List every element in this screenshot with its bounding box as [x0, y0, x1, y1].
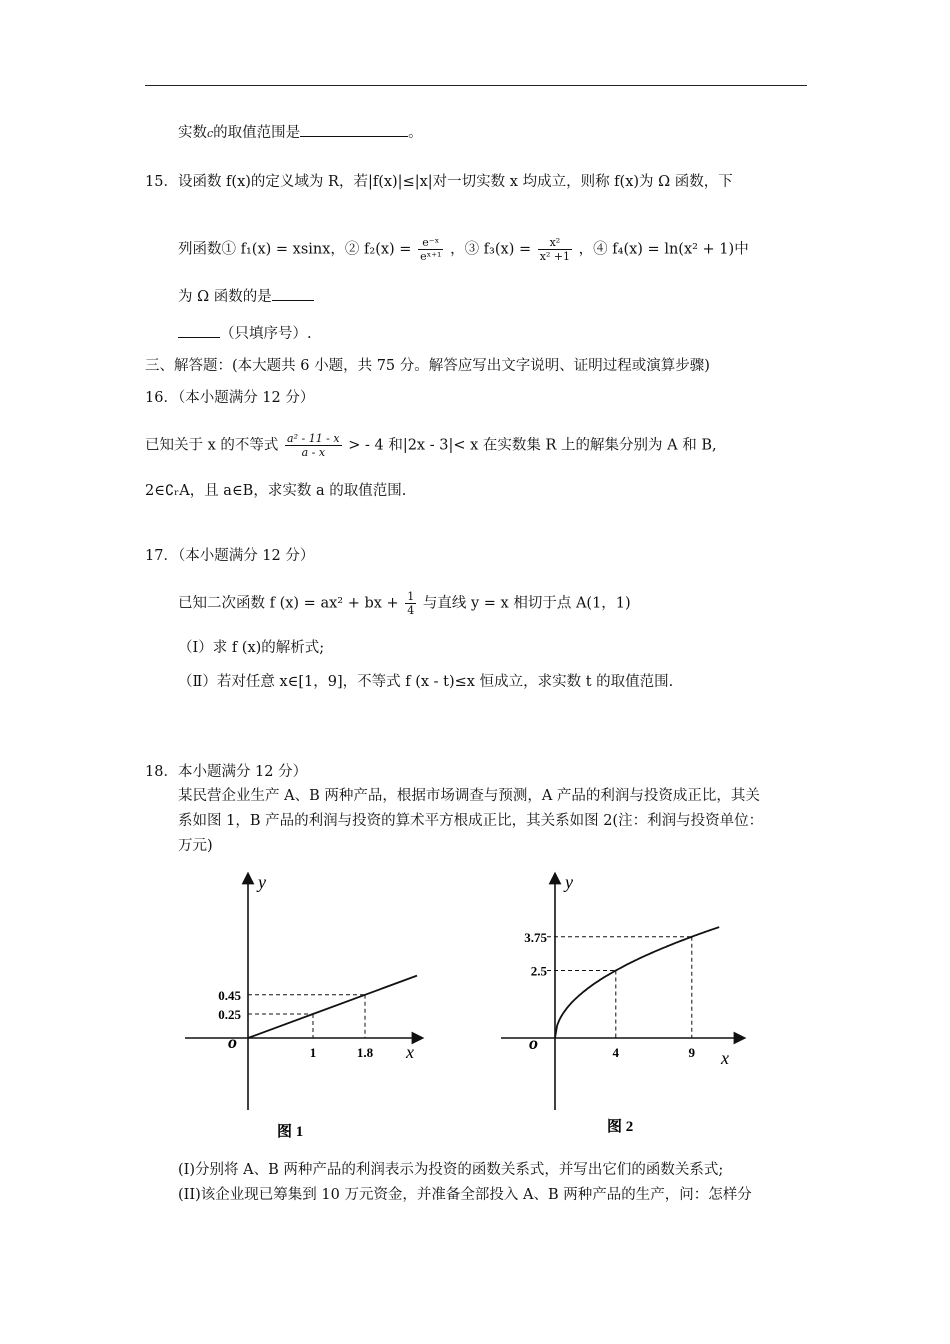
fig2-x-label: x — [721, 1048, 729, 1068]
p18-question-1: (I)分别将 A、B 两种产品的利润表示为投资的函数关系式，并写出它们的函数关系式; — [178, 1162, 724, 1178]
fig1-x-tick-label: 1 — [309, 1045, 317, 1060]
p15-line2 — [178, 236, 749, 263]
p14-prefix: 实数 — [178, 125, 207, 141]
p17-l1-a: 已知二次函数 f (x) = ax² + bx + — [178, 595, 399, 612]
figure-1-chart — [180, 868, 430, 1148]
p18-line2: 系如图 1，B 产品的利润与投资的算术平方根成正比，其关系如图 2(注：利润与投资单位： — [178, 813, 764, 829]
fig1-series-line — [248, 976, 417, 1038]
p15-line3 — [178, 286, 314, 307]
fig1-x-tick-label: 1.8 — [356, 1045, 374, 1060]
fig1-title: 图 1 — [277, 1124, 304, 1140]
p15-line4-text: （只填序号）. — [220, 326, 312, 342]
p15-f2-fraction — [418, 236, 443, 263]
p14-var: c — [207, 127, 214, 140]
fig2-origin-label: o — [529, 1033, 538, 1053]
p17-line3: （Ⅱ）若对任意 x∈[1，9]，不等式 f (x - t)≤x 恒成立，求实数 t 的取值范围. — [178, 674, 674, 690]
p17-frac-den: 4 — [407, 604, 415, 617]
p15-f2-num: e⁻ˣ — [418, 236, 443, 250]
p16-frac-num: a² - 11 - x — [287, 432, 340, 445]
fig1-origin-label: o — [228, 1032, 237, 1052]
p14-answer-line — [178, 122, 423, 144]
p15-f3-fraction — [538, 236, 572, 263]
p15-f3-label: ，③ f₃(x) = — [450, 241, 532, 258]
p16-fraction — [285, 432, 342, 459]
p15-line4 — [178, 323, 312, 344]
fig2-x-tick-label: 9 — [688, 1045, 696, 1060]
fig2-y-label: y — [565, 872, 573, 892]
p16-l1-b: > - 4 和|2x - 3|< x 在实数集 R 上的解集分别为 A 和 B, — [348, 437, 717, 454]
fig1-x-label: x — [406, 1042, 414, 1062]
p17-line1 — [178, 590, 631, 617]
fig1-y-label: y — [258, 872, 266, 892]
p16-l1-a: 已知关于 x 的不等式 — [145, 437, 279, 454]
p16-frac-den: a - x — [301, 446, 326, 459]
p16-line1 — [145, 432, 717, 459]
p17-fraction — [405, 590, 416, 617]
p18-question-2: (II)该企业现已筹集到 10 万元资金，并准备全部投入 A、B 两种产品的生产，问：怎样分 — [178, 1187, 752, 1203]
p17-line2: （Ⅰ）求 f (x)的解析式; — [178, 640, 325, 656]
p15-f3-den: x² +1 — [539, 250, 571, 263]
fig2-title: 图 2 — [607, 1119, 634, 1135]
p17-frac-num: 1 — [407, 590, 415, 603]
p15-answer-blank-2[interactable] — [178, 323, 220, 338]
p18-line1: 某民营企业生产 A、B 两种产品，根据市场调查与预测，A 产品的利润与投资成正比，其关 — [178, 788, 760, 804]
fig1-y-tick-label: 0.25 — [218, 1007, 241, 1022]
p16-heading: 16．（本小题满分 12 分） — [145, 390, 315, 406]
p15-f4: ，④ f₄(x) = ln(x² + 1)中 — [578, 241, 749, 258]
p17-heading: 17．（本小题满分 12 分） — [145, 548, 315, 564]
p15-f2-den: eˣ⁺¹ — [420, 250, 442, 263]
fig2-x-tick-label: 4 — [612, 1045, 620, 1060]
p14-end: 。 — [408, 125, 423, 141]
p14-suffix: 的取值范围是 — [213, 125, 301, 141]
p15-f3-num: x² — [538, 236, 572, 250]
p15-line1: 15．设函数 f(x)的定义域为 R，若|f(x)|≤|x|对一切实数 x 均成立，则称 f(x)为 Ω 函数，下 — [145, 174, 733, 190]
p15-line3-text: 为 Ω 函数的是 — [178, 289, 272, 305]
fig2-series-curve — [555, 927, 719, 1038]
p18-heading: 18．本小题满分 12 分） — [145, 764, 308, 780]
p16-line2: 2∈∁ᵣA，且 a∈B，求实数 a 的取值范围. — [145, 483, 407, 499]
fig1-y-tick-label: 0.45 — [218, 987, 241, 1003]
section-3-heading: 三、解答题：(本大题共 6 小题，共 75 分。解答应写出文字说明、证明过程或演算步骤) — [145, 358, 710, 374]
p15-f1: 列函数① f₁(x) = xsinx，② f₂(x) = — [178, 241, 412, 258]
header-rule — [145, 85, 807, 86]
p17-l1-b: 与直线 y = x 相切于点 A(1，1) — [422, 595, 631, 612]
fig2-y-tick-label: 2.5 — [530, 963, 547, 979]
p14-answer-blank[interactable] — [300, 122, 408, 137]
fig2-y-tick-label: 3.75 — [524, 929, 547, 945]
p18-line3: 万元) — [178, 838, 213, 854]
p15-answer-blank-1[interactable] — [272, 286, 314, 301]
figure-2-chart — [495, 868, 750, 1148]
